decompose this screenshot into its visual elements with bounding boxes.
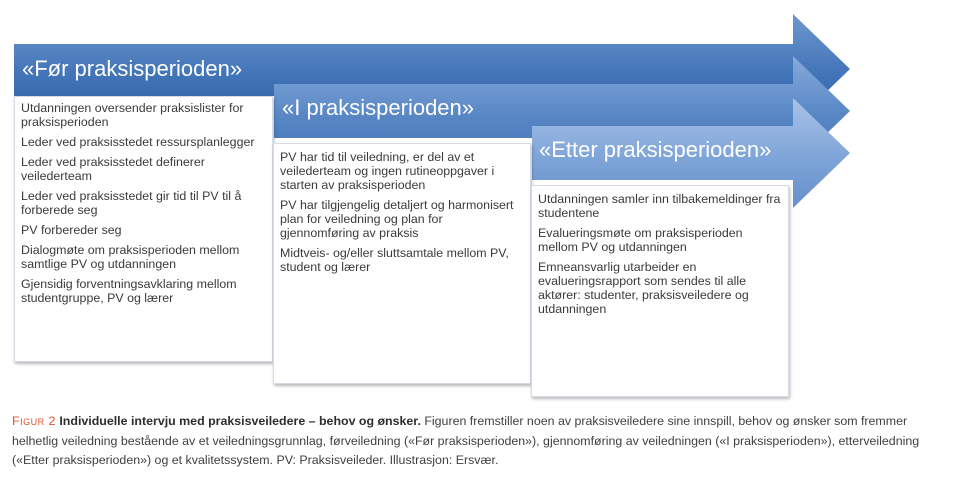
list-item: Leder ved praksisstedet ressursplanlegger — [21, 135, 255, 149]
list-item: PV forbereder seg — [21, 223, 122, 237]
list-item: Evalueringsmøte om praksisperioden mellom PV og utdanningen — [538, 226, 743, 254]
phase-box-before — [14, 96, 273, 362]
phase-title-after: «Etter praksisperioden» — [539, 137, 772, 162]
list-item: Leder ved praksisstedet gir tid til PV til å forberede seg — [21, 189, 242, 217]
caption-text: Figuren fremstiller noen av praksisveiledere sine innspill, behov og ønsker som fremmer helhetlig veiledning bestående av et veiledningsgrunnlag, førveiledning («Før praksisperioden»), gjennomføring av veiledningen («I praksisperioden»), etterveiledning («Etter praksisperioden») og et kvalitetssystem. PV: Praksisveileder. Illustrasjon: Ersvær. — [12, 414, 920, 467]
caption-title: Individuelle intervju med praksisveiledere – behov og ønsker. — [59, 414, 421, 428]
list-item: Utdanningen samler inn tilbakemeldinger fra studentene — [538, 192, 781, 220]
list-item: PV har tilgjengelig detaljert og harmonisert plan for veiledning og plan for gjennomføring av praksis — [280, 198, 514, 240]
list-item: Midtveis- og/eller sluttsamtale mellom PV, student og lærer — [280, 246, 509, 274]
list-item: Emneansvarlig utarbeider en evalueringsrapport som sendes til alle aktører: studenter, praksisveiledere og utdanningen — [538, 260, 749, 316]
phase-box-during — [273, 143, 531, 384]
figure-caption — [12, 412, 944, 471]
list-item: PV har tid til veiledning, er del av et veilederteam og ingen rutineoppgaver i starten av praksisperioden — [280, 150, 495, 192]
phase-box-after — [531, 185, 789, 397]
list-item: Gjensidig forventningsavklaring mellom studentgruppe, PV og lærer — [21, 277, 237, 305]
list-item: Dialogmøte om praksisperioden mellom samtlige PV og utdanningen — [21, 243, 240, 271]
list-item: Utdanningen oversender praksislister for praksisperioden — [21, 101, 244, 129]
list-item: Leder ved praksisstedet definerer veilederteam — [21, 155, 205, 183]
phase-title-before: «Før praksisperioden» — [22, 56, 243, 81]
caption-label: Figur 2 — [12, 414, 56, 428]
phase-title-during: «I praksisperioden» — [282, 95, 475, 120]
